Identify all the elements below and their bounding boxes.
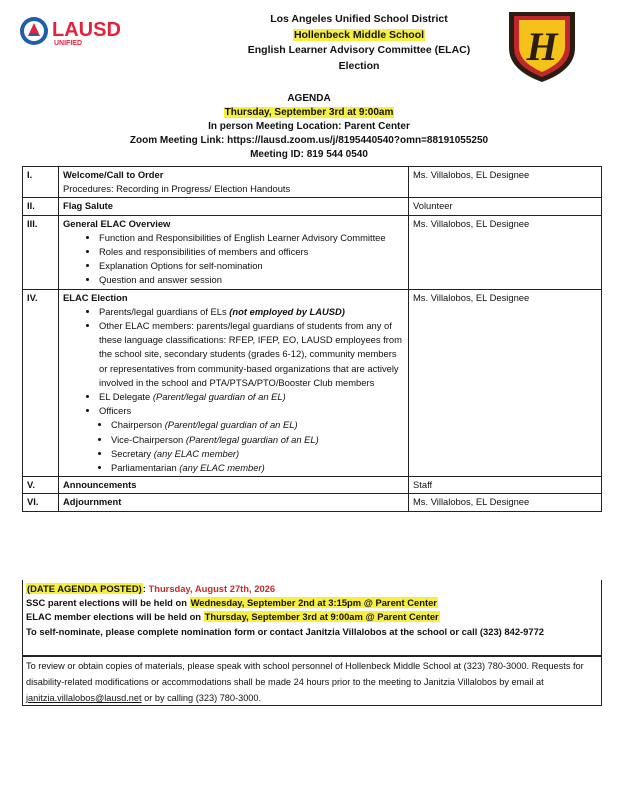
item-content	[59, 289, 409, 477]
posted-date: Thursday, August 27th, 2026	[148, 583, 276, 594]
lausd-logo-sub: UNIFIED	[54, 40, 82, 47]
accommodation-notice: To review or obtain copies of materials, please speak with school personnel of Hollenbeck Middle School at (323) 780-3000. Requests for disability-related modifications or accommodations shall be made 24 hours prior to the meeting to Janitzia Villalobos by email at janitzia.villalobos@lausd.net or by calling (323) 780-3000.	[22, 656, 602, 706]
bullet-list	[63, 231, 404, 288]
item-number: III.	[23, 215, 59, 289]
item-subtitle: Procedures: Recording in Progress/ Election Handouts	[63, 183, 291, 195]
list-item: • Roles and responsibilities of members and officers	[99, 245, 404, 259]
contact-email-link[interactable]: janitzia.villalobos@lausd.net	[26, 693, 142, 703]
agenda-row	[23, 494, 602, 511]
agenda-table	[22, 166, 602, 512]
agenda-title: AGENDA	[287, 93, 331, 104]
meeting-location: In person Meeting Location: Parent Center	[208, 121, 410, 132]
school-name: Hollenbeck Middle School	[293, 28, 425, 41]
item-presenter: Ms. Villalobos, EL Designee	[409, 289, 602, 477]
self-nominate-line: To self-nominate, please complete nomination form or contact Janitzia Villalobos at the school or call (323) 842-9772	[26, 625, 545, 637]
officer-item: • Chairperson (Parent/legal guardian of an EL)	[111, 418, 404, 432]
list-item: • Other ELAC members: parents/legal guardians of students from any of these language classifications: RFEP, IFEP, EO, LAUSD employees from the school site, secondary students (grades 6-12), community members or representatives from community-based organizations that are actively involved in the school and PTA/PTSA/PTO/Booster Club members	[99, 319, 404, 390]
elac-election-line: ELAC member elections will be held on Thursday, September 3rd at 9:00am @ Parent Center	[26, 611, 439, 623]
list-item: • EL Delegate (Parent/legal guardian of an EL)	[99, 390, 404, 404]
agenda-row	[23, 215, 602, 289]
item-presenter: Volunteer	[409, 198, 602, 215]
item-content	[59, 494, 409, 511]
item-title: Adjournment	[63, 496, 122, 508]
item-presenter: Ms. Villalobos, EL Designee	[409, 494, 602, 511]
item-number: V.	[23, 477, 59, 494]
agenda-row	[23, 198, 602, 215]
posted-line: (DATE AGENDA POSTED): Thursday, August 27th, 2026	[27, 583, 276, 594]
item-title: Announcements	[63, 479, 137, 491]
item-presenter: Ms. Villalobos, EL Designee	[409, 215, 602, 289]
officer-item: • Secretary (any ELAC member)	[111, 447, 404, 461]
ssc-election-line: SSC parent elections will be held on Wednesday, September 2nd at 3:15pm @ Parent Center	[26, 597, 437, 609]
agenda-heading-block	[60, 92, 558, 162]
item-title: Welcome/Call to Order	[63, 169, 164, 180]
item-content	[59, 215, 409, 289]
list-item: • Function and Responsibilities of English Learner Advisory Committee	[99, 231, 404, 245]
meeting-id: Meeting ID: 819 544 0540	[250, 149, 368, 160]
item-content	[59, 167, 409, 198]
item-content	[59, 477, 409, 494]
item-presenter: Ms. Villalobos, EL Designee	[409, 167, 602, 198]
item-title: Flag Salute	[63, 200, 114, 212]
committee-name: English Learner Advisory Committee (ELAC)	[247, 44, 471, 56]
posted-label: (DATE AGENDA POSTED)	[27, 583, 142, 594]
agenda-row	[23, 289, 602, 477]
lausd-logo-text: LAUSD	[52, 19, 121, 41]
zoom-link[interactable]: Zoom Meeting Link: https://lausd.zoom.us/j/8195440540?omn=88191055250	[129, 135, 489, 146]
item-number: II.	[23, 198, 59, 215]
agenda-row	[23, 477, 602, 494]
document-header	[140, 12, 578, 74]
item-number: VI.	[23, 494, 59, 511]
agenda-row	[23, 167, 602, 198]
meeting-date-time: Thursday, September 3rd at 9:00am	[224, 107, 394, 118]
officer-list	[63, 418, 404, 475]
item-title: ELAC Election	[63, 291, 128, 303]
district-name: Los Angeles Unified School District	[270, 13, 448, 25]
crest-letter: H	[526, 24, 558, 69]
officer-item: • Vice-Chairperson (Parent/legal guardian of an EL)	[111, 433, 404, 447]
bullet-list	[63, 305, 404, 419]
item-title: General ELAC Overview	[63, 217, 171, 229]
item-presenter: Staff	[409, 477, 602, 494]
item-number: IV.	[23, 289, 59, 477]
list-item: • Parents/legal guardians of ELs (not employed by LAUSD)	[99, 305, 404, 319]
event-name: Election	[338, 59, 380, 72]
lausd-logo	[18, 14, 140, 48]
item-number: I.	[23, 167, 59, 198]
officer-item: • Parliamentarian (any ELAC member)	[111, 461, 404, 475]
list-item: • Question and answer session	[99, 273, 404, 287]
list-item: • Explanation Options for self-nomination	[99, 259, 404, 273]
list-item: • Officers	[99, 404, 404, 418]
item-content	[59, 198, 409, 215]
election-info-box	[22, 580, 602, 656]
